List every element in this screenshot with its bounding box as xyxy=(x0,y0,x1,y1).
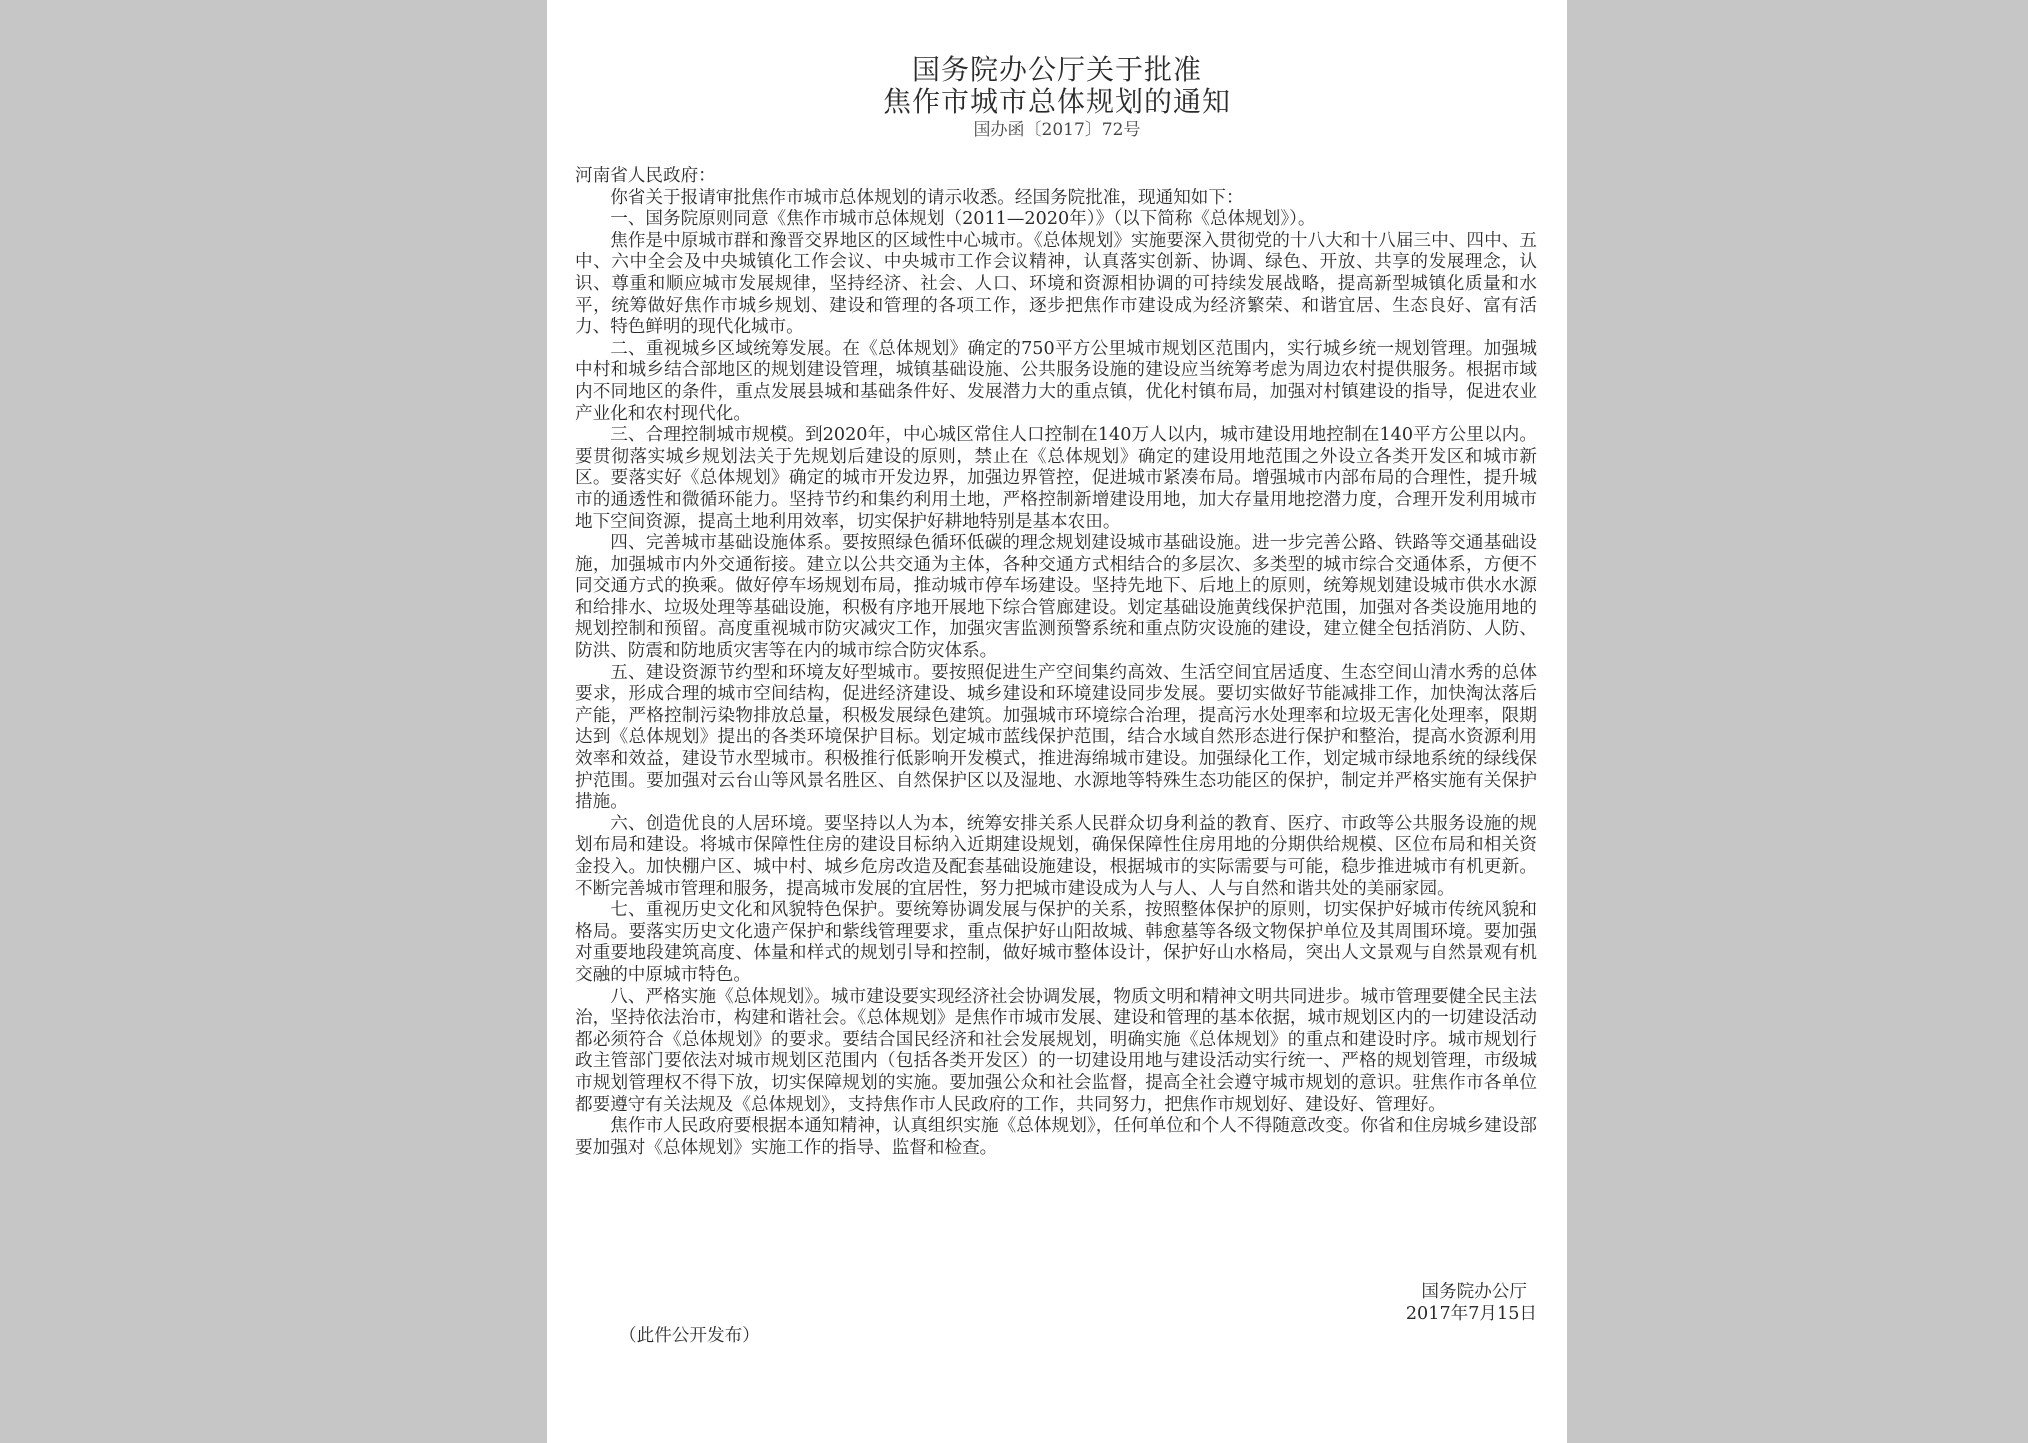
paragraph-7: 六、创造优良的人居环境。要坚持以人为本，统筹安排关系人民群众切身利益的教育、医疗、市政等公共服务设施的规划布局和建设。将城市保障性住房的建设目标纳入近期建设规划，确保保障性住房用地的分期供给规模、区位布局和相关资金投入。加快棚户区、城中村、城乡危房改造及配套基础设施建设，根据城市的实际需要与可能，稳步推进城市有机更新。不断完善城市管理和服务，提高城市发展的宜居性，努力把城市建设成为人与人、人与自然和谐共处的美丽家园。 xyxy=(575,813,1537,899)
signature-date: 2017年7月15日 xyxy=(1405,1304,1537,1324)
publication-note: （此件公开发布） xyxy=(619,1326,760,1346)
paragraph-5: 四、完善城市基础设施体系。要按照绿色循环低碳的理念规划建设城市基础设施。进一步完善公路、铁路等交通基础设施，加强城市内外交通衔接。建立以公共交通为主体，各种交通方式相结合的多层次、多类型的城市综合交通体系，方便不同交通方式的换乘。做好停车场规划布局，推动城市停车场建设。坚持先地下、后地上的原则，统筹规划建设城市供水水源和给排水、垃圾处理等基础设施，积极有序地开展地下综合管廊建设。划定基础设施黄线保护范围，加强对各类设施用地的规划控制和预留。高度重视城市防灾减灾工作，加强灾害监测预警系统和重点防灾设施的建设，建立健全包括消防、人防、防洪、防震和防地质灾害等在内的城市综合防灾体系。 xyxy=(575,533,1537,662)
paragraph-8: 七、重视历史文化和风貌特色保护。要统筹协调发展与保护的关系，按照整体保护的原则，切实保护好城市传统风貌和格局。要落实历史文化遗产保护和紫线管理要求，重点保护好山阳故城、韩愈墓等各级文物保护单位及其周围环境。要加强对重要地段建筑高度、体量和样式的规划引导和控制，做好城市整体设计，保护好山水格局，突出人文景观与自然景观有机交融的中原城市特色。 xyxy=(575,900,1537,985)
document-number: 国办函〔2017〕72号 xyxy=(973,120,1141,140)
paragraph-intro: 你省关于报请审批焦作市城市总体规划的请示收悉。经国务院批准，现通知如下： xyxy=(610,187,1244,208)
paragraph-2: 焦作是中原城市群和豫晋交界地区的区域性中心城市。《总体规划》实施要深入贯彻党的十八大和十八届三中、四中、五中、六中全会及中央城镇化工作会议、中央城市工作会议精神，认真落实创新、协调、绿色、开放、共享的发展理念，认识、尊重和顺应城市发展规律，坚持经济、社会、人口、环境和资源相协调的可持续发展战略，提高新型城镇化质量和水平，统筹做好焦作市城乡规划、建设和管理的各项工作，逐步把焦作市建设成为经济繁荣、和谐宜居、生态良好、富有活力、特色鲜明的现代化城市。 xyxy=(575,230,1537,338)
document-title-line2: 焦作市城市总体规划的通知 xyxy=(882,85,1231,118)
paragraph-3: 二、重视城乡区域统筹发展。在《总体规划》确定的750平方公里城市规划区范围内，实行城乡统一规划管理。加强城中村和城乡结合部地区的规划建设管理，城镇基础设施、公共服务设施的建设应当统筹考虑为周边农村提供服务。根据市域内不同地区的条件，重点发展县城和基础条件好、发展潜力大的重点镇，优化村镇布局，加强对村镇建设的指导，促进农业产业化和农村现代化。 xyxy=(575,338,1537,424)
document-body xyxy=(575,166,1537,1159)
paragraph-9: 八、严格实施《总体规划》。城市建设要实现经济社会协调发展，物质文明和精神文明共同进步。城市管理要健全民主法治，坚持依法治市，构建和谐社会。《总体规划》是焦作市城市发展、建设和管理的基本依据，城市规划区内的一切建设活动都必须符合《总体规划》的要求。要结合国民经济和社会发展规划，明确实施《总体规划》的重点和建设时序。城市规划行政主管部门要依法对城市规划区范围内（包括各类开发区）的一切建设用地与建设活动实行统一、严格的规划管理，市级城市规划管理权不得下放，切实保障规划的实施。要加强公众和社会监督，提高全社会遵守城市规划的意识。驻焦作市各单位都要遵守有关法规及《总体规划》，支持焦作市人民政府的工作，共同努力，把焦作市规划好、建设好、管理好。 xyxy=(575,986,1537,1115)
signature-org: 国务院办公厅 xyxy=(1421,1282,1527,1302)
paragraph-1: 一、国务院原则同意《焦作市城市总体规划（2011—2020年）》（以下简称《总体规划》）。 xyxy=(610,209,1316,230)
salutation: 河南省人民政府： xyxy=(575,166,716,186)
paragraph-10: 焦作市人民政府要根据本通知精神，认真组织实施《总体规划》，任何单位和个人不得随意改变。你省和住房城乡建设部要加强对《总体规划》实施工作的指导、监督和检查。 xyxy=(575,1116,1537,1158)
paragraph-6: 五、建设资源节约型和环境友好型城市。要按照促进生产空间集约高效、生活空间宜居适度、生态空间山清水秀的总体要求，形成合理的城市空间结构，促进经济建设、城乡建设和环境建设同步发展。要切实做好节能减排工作，加快淘汰落后产能，严格控制污染物排放总量，积极发展绿色建筑。加强城市环境综合治理，提高污水处理率和垃圾无害化处理率，限期达到《总体规划》提出的各类环境保护目标。划定城市蓝线保护范围，结合水域自然形态进行保护和整治，提高水资源利用效率和效益，建设节水型城市。积极推行低影响开发模式，推进海绵城市建设。加强绿化工作，划定城市绿地系统的绿线保护范围。要加强对云台山等风景名胜区、自然保护区以及湿地、水源地等特殊生态功能区的保护，制定并严格实施有关保护措施。 xyxy=(575,662,1537,813)
document-page xyxy=(547,0,1567,1443)
document-title-line1: 国务院办公厅关于批准 xyxy=(911,53,1202,86)
paragraph-4: 三、合理控制城市规模。到2020年，中心城区常住人口控制在140万人以内，城市建设用地控制在140平方公里以内。要贯彻落实城乡规划法关于先规划后建设的原则，禁止在《总体规划》确定的建设用地范围之外设立各类开发区和城市新区。要落实好《总体规划》确定的城市开发边界，加强边界管控，促进城市紧凑布局。增强城市内部布局的合理性，提升城市的通透性和微循环能力。坚持节约和集约利用土地，严格控制新增建设用地，加大存量用地挖潜力度，合理开发利用城市地下空间资源，提高土地利用效率，切实保护好耕地特别是基本农田。 xyxy=(575,425,1537,532)
